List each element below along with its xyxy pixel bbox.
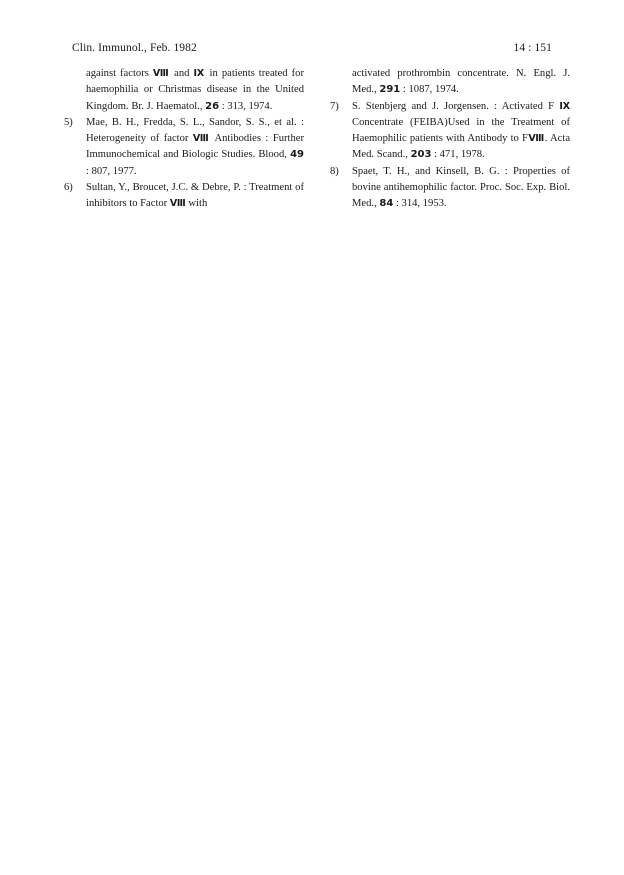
ref-text: Spaet, T. H., and Kinsell, B. G. : Properties of bovine antihemophilic factor. Proc. Soc. Exp. Biol. Med., bbox=[352, 165, 570, 210]
page-number: 14 : 151 bbox=[513, 42, 552, 54]
roman-numeral: Ⅷ bbox=[192, 133, 211, 145]
reference-6 bbox=[64, 180, 304, 213]
reference-text bbox=[352, 164, 570, 213]
reference-number: 6) bbox=[64, 182, 73, 194]
reference-5 bbox=[64, 115, 304, 180]
ref-text: : 471, 1978. bbox=[431, 149, 485, 161]
ref-text: : 1087, 1974. bbox=[400, 84, 459, 96]
left-column bbox=[64, 66, 304, 213]
ref-text: in patients treated for haemophilia or Christmas disease in the United Kingdom. Br. J. Haematol., bbox=[86, 68, 304, 112]
volume-number: 291 bbox=[379, 84, 401, 96]
ref-text: Concentrate (FEIBA)Used in the Treatment of Haemophilic patients with Antibody to F bbox=[352, 116, 570, 145]
ref-text: against factors bbox=[86, 68, 153, 79]
journal-header: Clin. Immunol., Feb. 1982 bbox=[72, 42, 197, 54]
ref-text: Antibodies : Further Immunochemical and Biologic Studies. Blood, bbox=[86, 133, 305, 161]
reference-continuation bbox=[330, 66, 570, 99]
volume-number: 26 bbox=[205, 100, 220, 112]
roman-numeral: Ⅷ bbox=[169, 198, 186, 210]
ref-text: : 313, 1974. bbox=[219, 100, 273, 112]
reference-text bbox=[86, 180, 304, 213]
ref-text: : 807, 1977. bbox=[86, 165, 137, 177]
reference-continuation bbox=[64, 66, 304, 115]
ref-text: activated prothrombin concentrate. N. Engl. J. Med., bbox=[352, 68, 570, 96]
ref-text: with bbox=[185, 198, 208, 210]
ref-text: Mae, B. H., Fredda, S. L., Sandor, S. S., et al. : Heterogeneity of factor bbox=[86, 116, 304, 145]
reference-number: 5) bbox=[64, 116, 73, 128]
roman-numeral: Ⅷ bbox=[152, 68, 171, 79]
reference-number: 8) bbox=[330, 165, 339, 177]
ref-text: . Acta Med. Scand., bbox=[352, 133, 571, 161]
reference-7 bbox=[330, 99, 570, 164]
reference-text bbox=[352, 99, 570, 164]
roman-numeral: Ⅷ bbox=[527, 133, 545, 145]
right-column bbox=[330, 66, 570, 213]
ref-text: : 314, 1953. bbox=[393, 198, 447, 210]
reference-text bbox=[86, 115, 304, 180]
volume-number: 49 bbox=[290, 149, 304, 161]
roman-numeral: Ⅸ bbox=[193, 68, 206, 79]
volume-number: 84 bbox=[379, 198, 394, 210]
ref-text: Sultan, Y., Broucet, J.C. & Debre, P. : Treatment of inhibitors to Factor bbox=[86, 182, 304, 210]
volume-number: 203 bbox=[410, 149, 432, 161]
ref-text: and bbox=[170, 68, 194, 79]
reference-number: 7) bbox=[330, 100, 339, 112]
ref-text: S. Stenbjerg and J. Jorgensen. : Activated F bbox=[352, 100, 560, 112]
roman-numeral: Ⅸ bbox=[559, 100, 570, 112]
reference-8 bbox=[330, 164, 570, 213]
